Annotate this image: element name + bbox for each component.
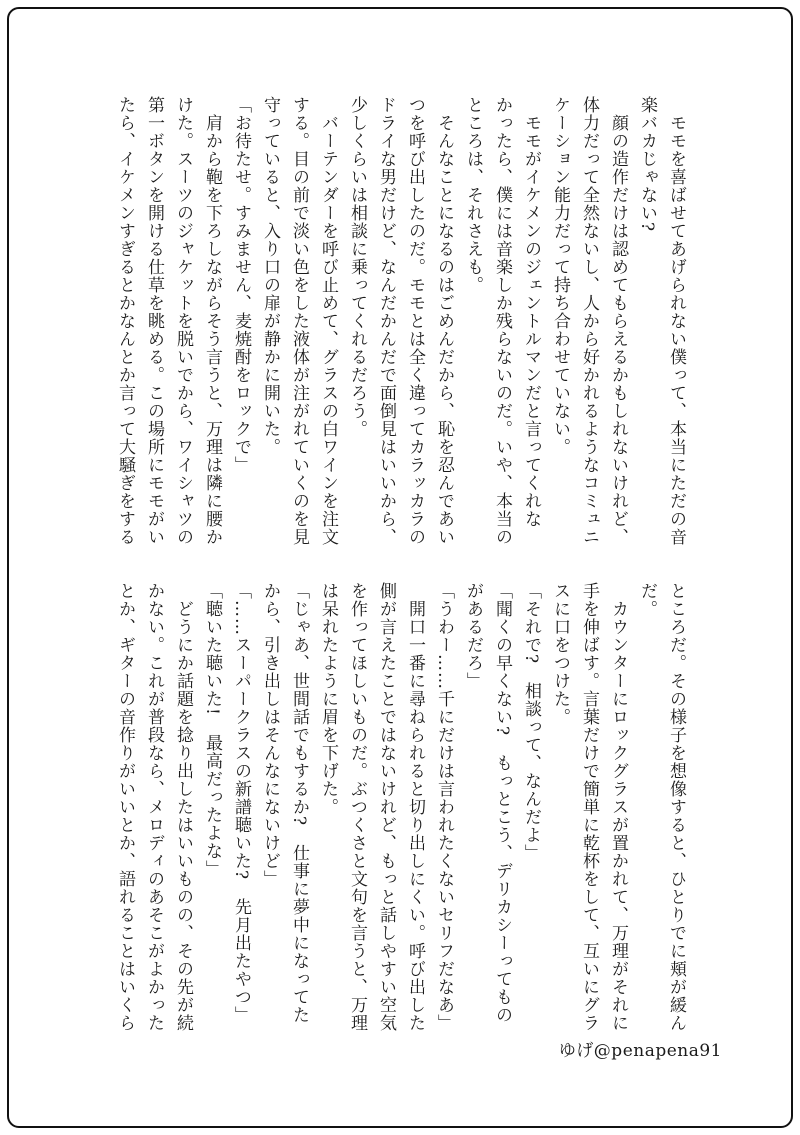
passage-bottom <box>110 582 690 1044</box>
text-line: 第一ボタンを開ける仕草を眺める。この場所にモモがい <box>144 96 164 546</box>
text-line: 顔の造作だけは認めてもらえるかもしれないけれど、 <box>608 96 628 546</box>
text-line: ところは、それさえも。 <box>463 96 483 294</box>
text-line: 「……スーパークラスの新譜聴いた? 先月出たやつ」 <box>231 582 251 1025</box>
text-line: たら、イケメンすぎるとかなんとか言って大騒ぎをする <box>115 96 135 546</box>
text-line: 守っていると、入り口の扉が静かに開いた。 <box>260 96 280 456</box>
text-line: どうにか話題を捻り出したはいいものの、その先が続 <box>173 582 193 1032</box>
author-credit: ゆげ@penapena91 <box>558 1041 722 1061</box>
text-line: 楽バカじゃない? <box>637 96 657 233</box>
text-line: モモを喜ばせてあげられない僕って、本当にただの音 <box>666 96 686 546</box>
text-line: 「うわー……千にだけは言われたくないセリフだなあ」 <box>434 582 454 1032</box>
text-line: 側が言えたことではないけれど、もっと話しやすい空気 <box>376 582 396 1032</box>
text-line: かない。これが普段なら、メロディのあそこがよかった <box>144 582 164 1032</box>
text-line: モモがイケメンのジェントルマンだと言ってくれな <box>521 96 541 528</box>
passage-top <box>110 96 690 558</box>
text-line: 開口一番に尋ねられると切り出しにくい。呼び出した <box>405 582 425 1032</box>
text-line: カウンターにロックグラスが置かれて、万理がそれに <box>608 582 628 1032</box>
text-line: する。目の前で淡い色をした液体が注がれていくのを見 <box>289 96 309 546</box>
text-line: 「お待たせ。すみません、麦焼酎をロックで」 <box>231 96 251 474</box>
text-line: スに口をつけた。 <box>550 582 570 726</box>
text-line: けた。スーツのジャケットを脱いでから、ワイシャツの <box>173 96 193 546</box>
text-line: 肩から鞄を下ろしながらそう言うと、万理は隣に腰か <box>202 96 222 546</box>
text-line: かったら、僕には音楽しか残らないのだ。いや、本当の <box>492 96 512 546</box>
text-line: 「聴いた聴いた! 最高だったよな」 <box>202 582 222 878</box>
text-line: 「じゃあ、世間話でもするか? 仕事に夢中になってた <box>289 582 309 1025</box>
text-line: ケーション能力だって持ち合わせていない。 <box>550 96 570 456</box>
text-line: ドライな男だけど、なんだかんだで面倒見はいいから、 <box>376 96 396 546</box>
text-line: から、引き出しはそんなにないけど」 <box>260 582 280 888</box>
text-line: バーテンダーを呼び止めて、グラスの白ワインを注文 <box>318 96 338 546</box>
text-line: だ。 <box>637 582 657 618</box>
text-line: を作ってほしいものだ。ぶつくさと文句を言うと、万理 <box>347 582 367 1032</box>
text-line: 少しくらいは相談に乗ってくれるだろう。 <box>347 96 367 438</box>
text-line: 体力だって全然ないし、人から好かれるようなコミュニ <box>579 96 599 546</box>
text-line: があるだろ」 <box>463 582 483 690</box>
text-line: 「それで? 相談って、なんだよ」 <box>521 582 541 863</box>
text-line: は呆れたように眉を下げた。 <box>318 582 338 816</box>
text-line: つを呼び出したのだ。モモとは全く違ってカラッカラの <box>405 96 425 546</box>
text-line: そんなことになるのはごめんだから、恥を忍んであい <box>434 96 454 546</box>
text-line: とか、ギターの音作りがいいとか、語れることはいくら <box>115 582 135 1032</box>
text-line: 「聞くの早くない? もっとこう、デリカシーってもの <box>492 582 512 1025</box>
text-line: 手を伸ばす。言葉だけで簡単に乾杯をして、互いにグラ <box>579 582 599 1032</box>
text-line: ところだ。その様子を想像すると、ひとりでに頬が緩ん <box>666 582 686 1032</box>
